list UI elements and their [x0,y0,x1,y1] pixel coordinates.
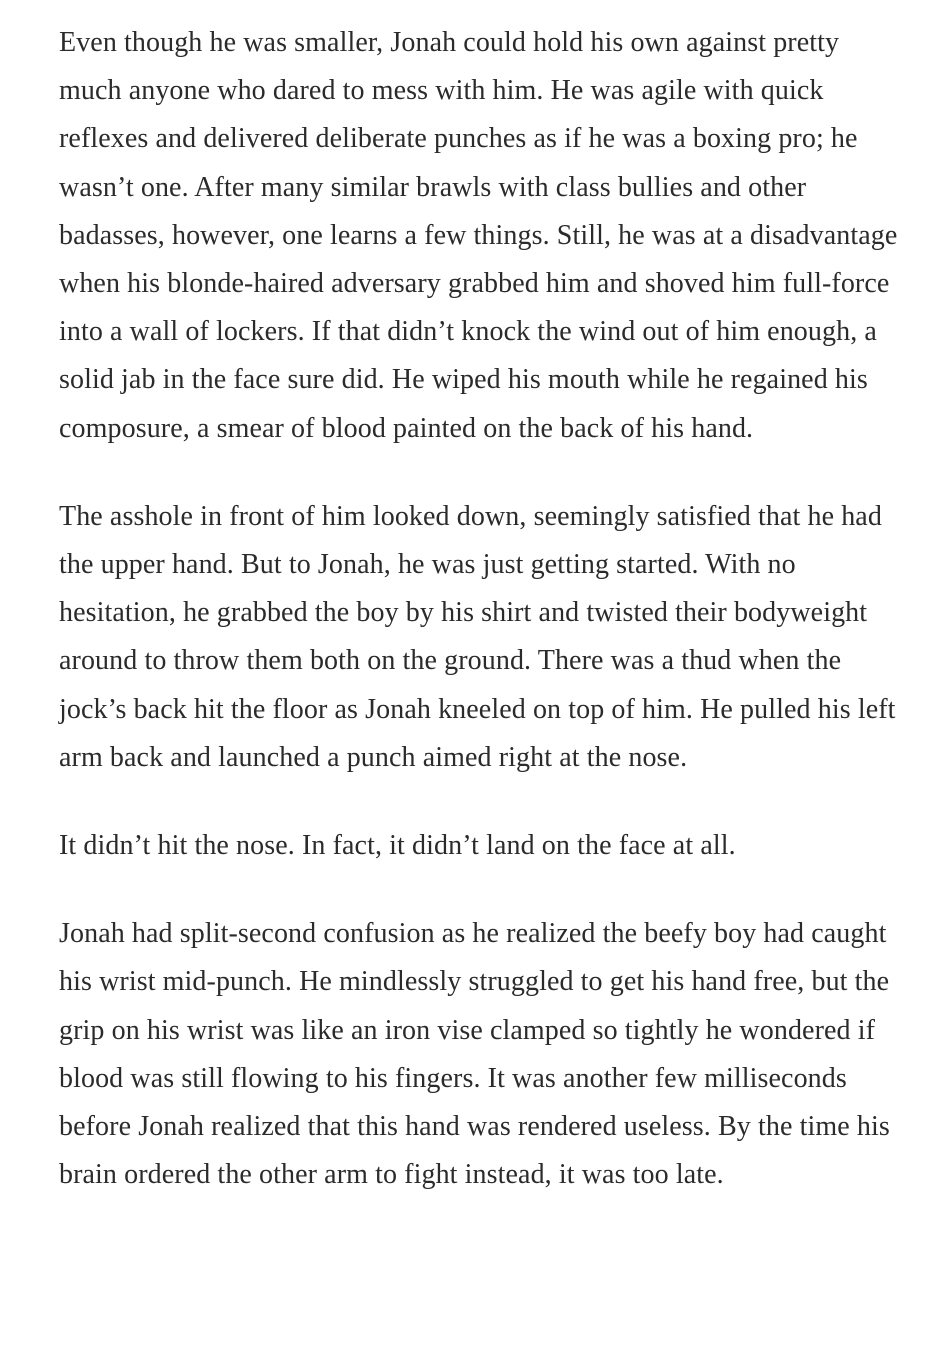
story-paragraph-1: Even though he was smaller, Jonah could hold his own against pretty much anyone who dared to mess with him. He was agile with quick reflexes and delivered deliberate punches as if he was a boxing pro; he wasn’t one. After many similar brawls with class bullies and other badasses, however, one learns a few things. Still, he was at a disadvantage when his blonde-haired adversary grabbed him and shoved him full-force into a wall of lockers. If that didn’t knock the wind out of him enough, a solid jab in the face sure did. He wiped his mouth while he regained his composure, a smear of blood painted on the back of his hand. [59,27,898,444]
story-paragraph-2: The asshole in front of him looked down, seemingly satisfied that he had the upper hand. But to Jonah, he was just getting started. With no hesitation, he grabbed the boy by his shirt and twisted their bodyweight around to throw them both on the ground. There was a thud when the jock’s back hit the floor as Jonah kneeled on top of him. He pulled his left arm back and launched a punch aimed right at the nose. [59,500,896,773]
story-paragraph-3: It didn’t hit the nose. In fact, it didn’t land on the face at all. [59,830,736,862]
story-paragraph-4: Jonah had split-second confusion as he realized the beefy boy had caught his wrist mid-punch. He mindlessly struggled to get his hand free, but the grip on his wrist was like an iron vise clamped so tightly he wondered if blood was still flowing to his fingers. It was another few milliseconds before Jonah realized that this hand was rendered useless. By the time his brain ordered the other arm to fight instead, it was too late. [59,918,890,1191]
